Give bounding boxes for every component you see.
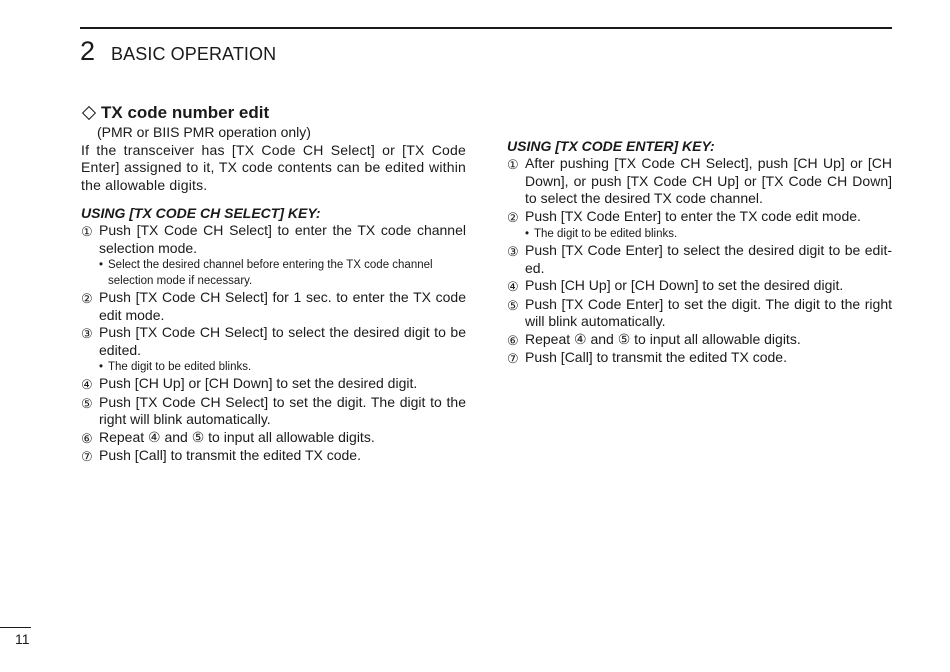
step-bullet-note [81,257,466,289]
bullet-text: Select the desired channel before entering the TX code channel selection mode if necessary. [108,259,433,287]
step-text: Push [Call] to transmit the edited TX code. [525,349,787,365]
step-item [81,394,466,429]
step-bullet-note [81,359,466,375]
step-item [81,375,466,394]
step-bullet-note [507,226,892,242]
step-number: ④ [81,377,93,392]
diamond-icon [82,106,96,120]
left-steps-list [81,222,466,466]
section-title: TX code number edit [101,103,270,122]
step-text: Push [CH Up] or [CH Down] to set the desired digit. [99,375,418,391]
right-subheading: USING [TX CODE ENTER] KEY: [507,138,715,154]
section-heading [81,102,466,124]
step-text: Push [TX Code Enter] to set the digit. The digit to the right will blink automatically. [525,295,892,329]
left-subheading: USING [TX CODE CH SELECT] KEY: [81,205,321,221]
bullet-icon: • [99,259,104,271]
step-number: ③ [507,244,519,259]
right-column [507,137,892,368]
bullet-icon: • [99,361,104,373]
step-item [81,222,466,257]
step-item [507,277,892,296]
step-item [81,324,466,359]
chapter-number: 2 [80,36,96,66]
step-text: Repeat ④ and ⑤ to input all allowable digits. [525,330,801,347]
step-number: ⑦ [81,449,93,464]
step-number: ⑤ [507,297,519,313]
step-number: ① [81,224,93,239]
step-item [507,349,892,368]
bullet-text: The digit to be edited blinks. [108,361,252,373]
page-number: 11 [15,631,30,647]
step-text: Push [TX Code CH Select] to select the desired digit to be edited. [99,324,466,358]
footer-rule [0,627,31,628]
step-number: ⑥ [507,332,519,348]
bullet-text: The digit to be edited blinks. [534,228,678,240]
step-number: ② [81,291,93,306]
step-text: Repeat ④ and ⑤ to input all allowable digits. [99,428,375,445]
step-text: Push [Call] to transmit the edited TX code. [99,447,361,463]
step-item [507,331,892,350]
step-item [507,155,892,208]
step-number: ③ [81,326,93,341]
step-number: ⑤ [81,395,93,411]
step-number: ④ [507,279,519,294]
step-item [81,289,466,324]
step-text: Push [TX Code Enter] to enter the TX code edit mode. [525,207,861,224]
left-column [81,102,466,466]
chapter-title: BASIC OPERATION [111,44,277,64]
step-number: ⑥ [81,430,93,446]
step-text: Push [TX Code CH Select] for 1 sec. to enter the TX code edit mode. [99,289,466,323]
step-text: Push [TX Code Enter] to select the desired digit to be edit-ed. [525,242,892,276]
step-item [81,447,466,466]
chapter-header [80,36,276,66]
step-text: Push [CH Up] or [CH Down] to set the desired digit. [525,277,844,293]
step-text: Push [TX Code CH Select] to enter the TX code channel selection mode. [99,222,466,256]
step-item [507,208,892,227]
step-text: After pushing [TX Code CH Select], push [CH Up] or [CH Down], or push [TX Code CH Up] or [TX Code CH Down] to select the desired TX code channel. [525,155,892,206]
step-item [507,296,892,331]
bullet-icon: • [525,228,530,240]
step-item [507,242,892,277]
step-number: ⑦ [507,351,519,366]
section-intro: If the transceiver has [TX Code CH Select] or [TX Code Enter] assigned to it, TX code contents can be edited within the allowable digits. [81,141,466,193]
step-number: ① [507,157,519,172]
step-item [81,429,466,448]
step-text: Push [TX Code CH Select] to set the digit. The digit to the right will blink automatically. [99,393,466,427]
section-note: (PMR or BIIS PMR operation only) [97,124,311,140]
right-steps-list [507,155,892,368]
step-number: ② [507,209,519,225]
header-rule [80,27,892,29]
